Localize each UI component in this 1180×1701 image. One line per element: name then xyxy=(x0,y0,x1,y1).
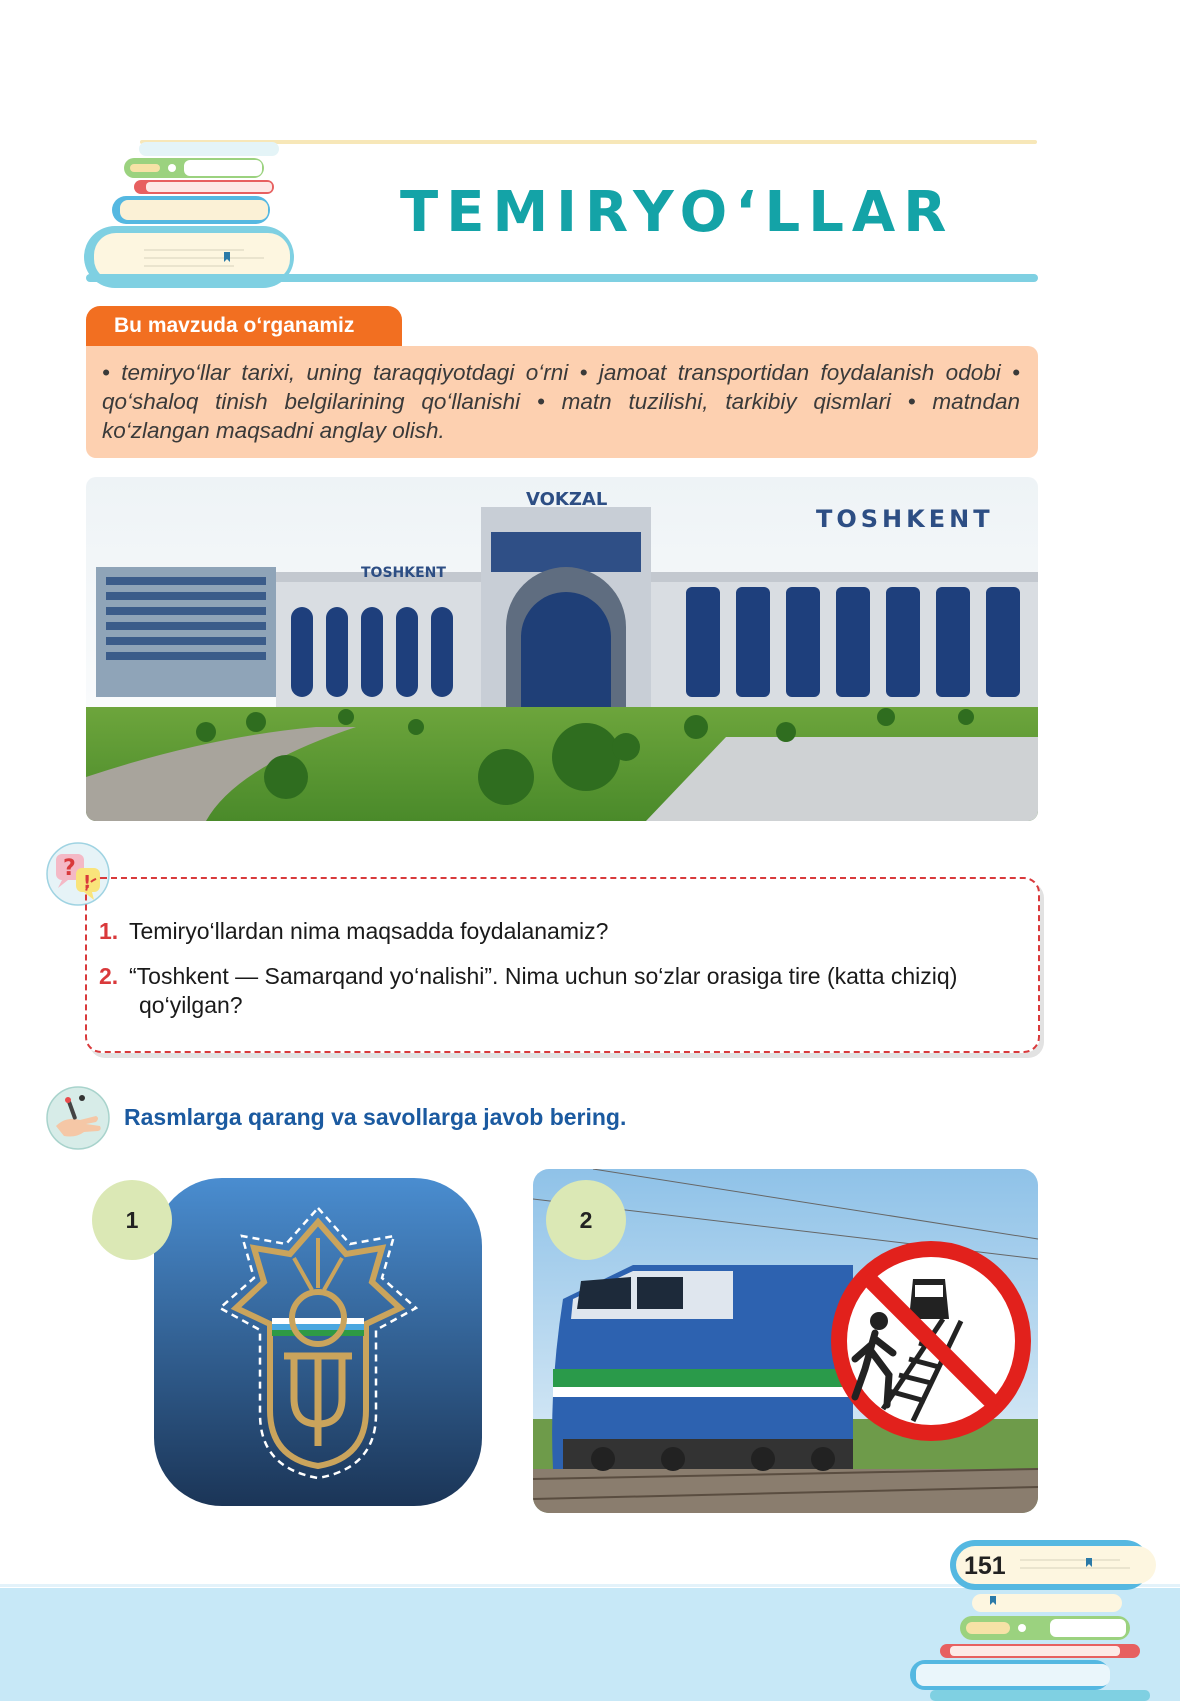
questions-box xyxy=(85,877,1040,1053)
sign-toshkent-small: TOSHKENT xyxy=(361,565,446,581)
header-bottom-line xyxy=(86,274,1038,282)
books-stack-icon xyxy=(890,1536,1180,1701)
question-item-1 xyxy=(99,917,1024,946)
svg-text:?: ? xyxy=(63,856,76,881)
hand-pointing-icon xyxy=(46,1086,110,1150)
page-title: TEMIRYO‘LLAR xyxy=(400,180,955,245)
learn-text: • temiryo‘llar tarixi, uning taraqqiyotdagi o‘rni • jamoat transportidan foydalanish odobi • qo‘shaloq tinish belgilarining qo‘llanishi • matn tuzilishi, tarkibiy qismlari • matndan ko‘zlangan maqsadni anglay olish. xyxy=(102,360,1020,443)
sign-vokzal: VOKZAL xyxy=(526,489,608,510)
question-number: 1. xyxy=(99,918,119,944)
question-text-line1: “Toshkent — Samarqand yo‘nalishi”. Nima uchun so‘zlar orasiga tire (katta chiziq) xyxy=(129,963,958,989)
learn-tab: Bu mavzuda o‘rganamiz xyxy=(86,306,402,348)
station-photo xyxy=(86,477,1038,821)
question-item-2 xyxy=(99,962,1024,1020)
books-stack-icon xyxy=(84,138,294,288)
question-text xyxy=(129,962,1024,1020)
svg-text:!: ! xyxy=(83,872,92,893)
question-text: Temiryo‘llardan nima maqsadda foydalanamiz? xyxy=(129,918,609,944)
learn-box xyxy=(86,346,1038,458)
question-text-line2: qo‘yilgan? xyxy=(139,992,243,1018)
image-badge-2: 2 xyxy=(546,1180,626,1260)
page-number: 151 xyxy=(964,1552,1006,1580)
railway-emblem-icon xyxy=(154,1178,482,1506)
no-pedestrians-on-tracks-sign-icon xyxy=(839,1249,1023,1433)
sign-toshkent-main: TOSHKENT xyxy=(816,505,994,533)
instruction-text: Rasmlarga qarang va savollarga javob bering. xyxy=(124,1104,627,1130)
question-number: 2. xyxy=(99,963,119,989)
image-badge-1: 1 xyxy=(92,1180,172,1260)
